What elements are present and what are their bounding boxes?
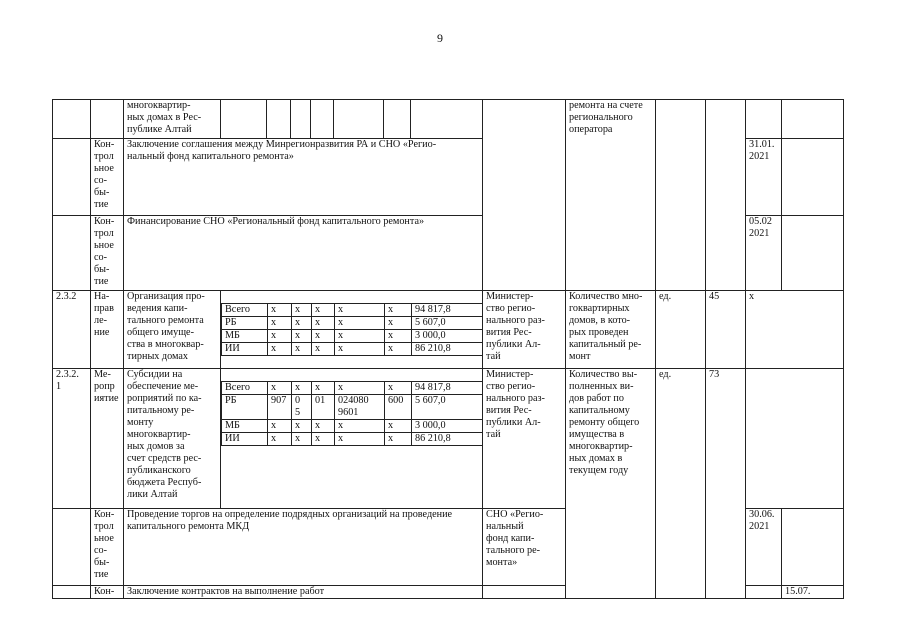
program-table xyxy=(52,99,844,599)
code-vr: х xyxy=(385,317,412,330)
funding-amount: 86 210,8 xyxy=(412,343,483,356)
cell-type: На- прав ле- ние xyxy=(91,291,124,369)
code-csr: х xyxy=(335,420,385,433)
code-rz: х xyxy=(292,317,312,330)
cell-code xyxy=(267,100,291,139)
cell-num xyxy=(53,509,91,586)
code-rz: х xyxy=(292,433,312,446)
funding-amount: 94 817,8 xyxy=(412,382,483,395)
code-pr: х xyxy=(312,317,335,330)
code-pr: 01 xyxy=(312,395,335,420)
code-pr: х xyxy=(312,382,335,395)
cell-type: Кон- трол ьное со- бы- тие xyxy=(91,139,124,216)
code-vr: х xyxy=(385,343,412,356)
code-csr: х xyxy=(335,433,385,446)
code-vr: х xyxy=(385,382,412,395)
table-row xyxy=(53,291,844,369)
table-row xyxy=(53,369,844,509)
code-csr: х xyxy=(335,330,385,343)
code-csr: х xyxy=(335,304,385,317)
cell-responsible xyxy=(483,586,566,599)
cell-date: 30.06. 2021 xyxy=(746,509,782,586)
event-text: Проведение торгов на определение подрядных организаций на проведение капитального ремонта МКД xyxy=(124,509,483,586)
funding-amount: 3 000,0 xyxy=(412,330,483,343)
funding-subtable xyxy=(221,303,483,356)
cell-type: Кон- трол ьное со- бы- тие xyxy=(91,509,124,586)
cell-num: 2.3.2 xyxy=(53,291,91,369)
code-rz: х xyxy=(292,304,312,317)
cell-extra xyxy=(782,216,844,291)
code-csr: х xyxy=(335,343,385,356)
code-pr: х xyxy=(312,343,335,356)
code-rz: 0 5 xyxy=(292,395,312,420)
cell-type: Ме- ропр иятие xyxy=(91,369,124,509)
code-vr: 600 xyxy=(385,395,412,420)
funding-row xyxy=(222,330,483,343)
cell-date xyxy=(746,369,844,509)
cell-extra xyxy=(782,509,844,586)
code-grbs: х xyxy=(268,433,292,446)
code-grbs: х xyxy=(268,330,292,343)
code-pr: х xyxy=(312,330,335,343)
funding-row xyxy=(222,343,483,356)
funding-source: ИИ xyxy=(222,343,268,356)
cell-value xyxy=(706,100,746,291)
funding-source: Всего xyxy=(222,382,268,395)
code-grbs: х xyxy=(268,317,292,330)
cell-name: Организация про- ведения капи- тального ремонта общего имуще- ства в многоквар- тирных домах xyxy=(124,291,221,369)
code-csr: 024080 9601 xyxy=(335,395,385,420)
code-vr: х xyxy=(385,304,412,317)
funding-row xyxy=(222,433,483,446)
code-pr: х xyxy=(312,433,335,446)
funding-source: ИИ xyxy=(222,433,268,446)
cell-source xyxy=(221,100,267,139)
code-grbs: х xyxy=(268,382,292,395)
code-csr: х xyxy=(335,382,385,395)
cell-extra xyxy=(782,100,844,139)
funding-amount: 3 000,0 xyxy=(412,420,483,433)
cell-date: 31.01. 2021 xyxy=(746,139,782,216)
funding-row xyxy=(222,420,483,433)
cell-unit xyxy=(656,100,706,291)
cell-unit: ед. xyxy=(656,369,706,599)
cell-indicator: Количество мно- гоквартирных домов, в кото- рых проведен капитальный ре- монт xyxy=(566,291,656,369)
cell-value: 45 xyxy=(706,291,746,369)
cell-code xyxy=(311,100,334,139)
funding-amount: 5 607,0 xyxy=(412,317,483,330)
funding-source: Всего xyxy=(222,304,268,317)
cell-type: Кон- трол ьное со- бы- тие xyxy=(91,216,124,291)
funding-source: РБ xyxy=(222,317,268,330)
funding-block xyxy=(221,291,483,369)
code-pr: х xyxy=(312,304,335,317)
event-text: Заключение контрактов на выполнение работ xyxy=(124,586,483,599)
funding-amount: 5 607,0 xyxy=(412,395,483,420)
table-row xyxy=(53,100,844,139)
code-grbs: х xyxy=(268,343,292,356)
code-csr: х xyxy=(335,317,385,330)
cell-num xyxy=(53,100,91,139)
code-rz: х xyxy=(292,343,312,356)
cell-responsible: Министер- ство регио- нального раз- вития Рес- публики Ал- тай xyxy=(483,369,566,509)
code-pr: х xyxy=(312,420,335,433)
funding-row xyxy=(222,317,483,330)
cell-amount xyxy=(411,100,483,139)
code-grbs: х xyxy=(268,304,292,317)
cell-num: 2.3.2. 1 xyxy=(53,369,91,509)
cell-extra: 15.07. xyxy=(782,586,844,599)
cell-indicator: Количество вы- полненных ви- дов работ по капитальному ремонту общего имущества в многоквартир- ных домах в текущем году xyxy=(566,369,656,599)
cell-code xyxy=(291,100,311,139)
code-rz: х xyxy=(292,420,312,433)
funding-amount: 94 817,8 xyxy=(412,304,483,317)
cell-date xyxy=(746,586,782,599)
funding-row xyxy=(222,382,483,395)
code-grbs: х xyxy=(268,420,292,433)
cell-name: Субсидии на обеспечение ме- роприятий по ка- питальному ре- монту многоквартир- ных домов за счет средств рес- публиканского бюджета Респуб- лики Алтай xyxy=(124,369,221,509)
cell-indicator: ремонта на счете регионального оператора xyxy=(566,100,656,291)
cell-date xyxy=(746,100,782,139)
cell-responsible: Министер- ство регио- нального раз- вития Рес- публики Ал- тай xyxy=(483,291,566,369)
cell-code xyxy=(384,100,411,139)
cell-type xyxy=(91,100,124,139)
event-text: Финансирование СНО «Региональный фонд капитального ремонта» xyxy=(124,216,483,291)
cell-unit: ед. xyxy=(656,291,706,369)
cell-date: х xyxy=(746,291,844,369)
cell-num xyxy=(53,586,91,599)
funding-block xyxy=(221,369,483,509)
cell-num xyxy=(53,139,91,216)
cell-responsible xyxy=(483,100,566,291)
funding-subtable xyxy=(221,381,483,446)
cell-date: 05.02 2021 xyxy=(746,216,782,291)
funding-row xyxy=(222,395,483,420)
cell-type: Кон- xyxy=(91,586,124,599)
cell-responsible: СНО «Регио- нальный фонд капи- тального ре- монта» xyxy=(483,509,566,586)
funding-source: МБ xyxy=(222,420,268,433)
cell-name: многоквартир- ных домах в Рес- публике Алтай xyxy=(124,100,221,139)
code-rz: х xyxy=(292,382,312,395)
cell-num xyxy=(53,216,91,291)
page-number: 9 xyxy=(437,31,443,45)
code-vr: х xyxy=(385,433,412,446)
cell-extra xyxy=(782,139,844,216)
event-text: Заключение соглашения между Минрегионразвития РА и СНО «Регио- нальный фонд капитального ремонта» xyxy=(124,139,483,216)
funding-row xyxy=(222,304,483,317)
cell-value: 73 xyxy=(706,369,746,599)
code-grbs: 907 xyxy=(268,395,292,420)
funding-source: РБ xyxy=(222,395,268,420)
code-vr: х xyxy=(385,420,412,433)
code-rz: х xyxy=(292,330,312,343)
code-vr: х xyxy=(385,330,412,343)
funding-amount: 86 210,8 xyxy=(412,433,483,446)
funding-source: МБ xyxy=(222,330,268,343)
cell-code xyxy=(334,100,384,139)
